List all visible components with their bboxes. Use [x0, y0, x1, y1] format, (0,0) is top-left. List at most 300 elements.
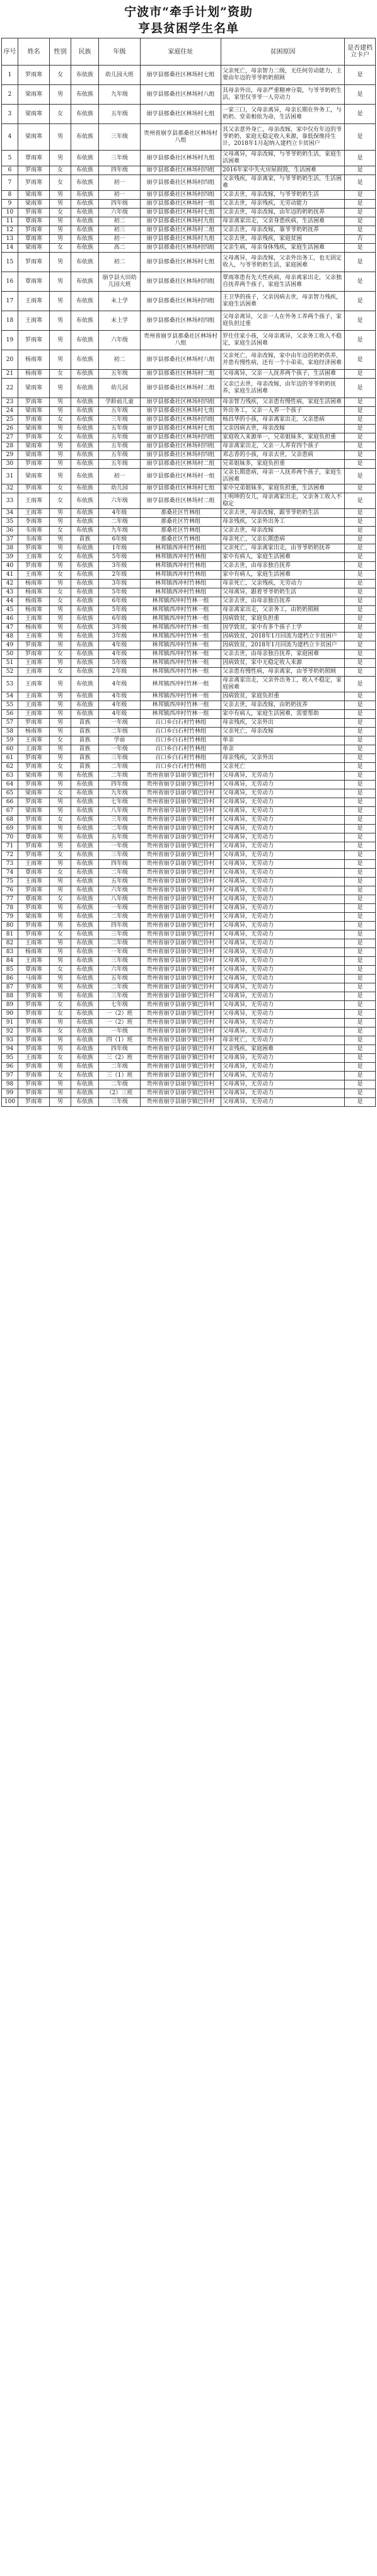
cell-name: 罗雨寒	[18, 1080, 50, 1089]
cell-grade: 4年级	[99, 509, 141, 518]
cell-gender: 男	[50, 701, 71, 710]
table-row	[2, 948, 376, 957]
cell-grade: 二年级	[99, 913, 141, 922]
table-row	[2, 641, 376, 650]
cell-gender: 女	[50, 209, 71, 217]
cell-name: 罗雨寒	[18, 650, 50, 659]
cell-gender: 男	[50, 833, 71, 842]
cell-grade: 九年级	[99, 527, 141, 535]
cell-reason: 父亲死亡，母亲智力二级，无任何劳动能力，主要由年迈的爷爷奶奶照顾	[221, 66, 345, 85]
cell-reason: 因病致贫，2018年1月回流为建档立卡贫困户	[221, 641, 345, 650]
cell-index: 42	[2, 580, 18, 588]
cell-name: 杨雨寒	[18, 606, 50, 615]
cell-reason: 母亲离家出走，父亲务工，由奶奶照顾	[221, 606, 345, 615]
cell-grade: 三年级	[99, 124, 141, 151]
cell-gender: 男	[50, 124, 71, 151]
cell-name: 罗雨寒	[18, 1098, 50, 1107]
table-row	[2, 789, 376, 798]
cell-gender: 女	[50, 493, 71, 509]
cell-reason: 父母离异，无劳动力	[221, 1028, 345, 1036]
cell-grade: 一（2）班	[99, 1019, 141, 1028]
cell-reason: 父母离异，母亲改嫁，与爷爷奶奶生活，家庭生活困难	[221, 151, 345, 166]
cell-name: 罗雨寒	[18, 1028, 50, 1036]
cell-grade: 四年级	[99, 1045, 141, 1054]
cell-index: 64	[2, 781, 18, 789]
cell-address: 百口乡白石村竹林组	[141, 745, 221, 754]
cell-reason: 父母离异，无劳动力	[221, 1098, 345, 1107]
cell-registered: 是	[345, 895, 376, 904]
cell-gender: 男	[50, 350, 71, 370]
cell-grade: 三年级	[99, 816, 141, 825]
cell-grade: 四年级	[99, 781, 141, 789]
cell-index: 6	[2, 166, 18, 175]
cell-address: 崩亨县那桑社区林场村九组	[141, 151, 221, 166]
cell-index: 84	[2, 957, 18, 966]
cell-ethnicity: 布依族	[71, 816, 99, 825]
table-row	[2, 571, 376, 580]
cell-grade: 三年级	[99, 957, 141, 966]
cell-registered: 是	[345, 1019, 376, 1028]
header-cell: 民族	[71, 38, 99, 66]
header-cell: 性别	[50, 38, 71, 66]
cell-gender: 女	[50, 370, 71, 379]
cell-registered: 是	[345, 166, 376, 175]
cell-index: 69	[2, 825, 18, 833]
cell-reason: 父母离异，无劳动力	[221, 957, 345, 966]
table-row	[2, 975, 376, 983]
cell-gender: 女	[50, 851, 71, 860]
cell-registered: 是	[345, 710, 376, 719]
cell-grade: 五年级	[99, 442, 141, 451]
cell-index: 98	[2, 1080, 18, 1089]
cell-name: 覃雨寒	[18, 869, 50, 878]
cell-ethnicity: 布依族	[71, 553, 99, 562]
cell-grade: 一年级	[99, 1028, 141, 1036]
cell-ethnicity: 布依族	[71, 433, 99, 442]
cell-name: 罗雨寒	[18, 562, 50, 571]
cell-registered: 是	[345, 825, 376, 833]
cell-ethnicity: 布依族	[71, 939, 99, 948]
table-row	[2, 833, 376, 842]
cell-address: 林邦镇西冲村竹林组	[141, 580, 221, 588]
cell-name: 罗雨寒	[18, 1036, 50, 1045]
cell-registered: 是	[345, 451, 376, 460]
cell-gender: 男	[50, 253, 71, 272]
cell-name: 马雨寒	[18, 975, 50, 983]
cell-ethnicity: 布依族	[71, 677, 99, 692]
cell-reason: 母亲残疾，父亲外出务工	[221, 518, 345, 527]
cell-grade: 八年级	[99, 895, 141, 904]
cell-grade: 5年级	[99, 553, 141, 562]
table-row	[2, 772, 376, 781]
cell-ethnicity: 布依族	[71, 930, 99, 939]
table-row	[2, 1036, 376, 1045]
cell-name: 王雨寒	[18, 1054, 50, 1063]
cell-index: 49	[2, 641, 18, 650]
cell-ethnicity: 布依族	[71, 398, 99, 407]
cell-index: 66	[2, 798, 18, 807]
cell-registered: 是	[345, 789, 376, 798]
cell-gender: 男	[50, 860, 71, 869]
table-row	[2, 606, 376, 615]
cell-gender: 男	[50, 878, 71, 886]
cell-name: 梁雨寒	[18, 451, 50, 460]
cell-index: 4	[2, 124, 18, 151]
cell-name: 梁雨寒	[18, 913, 50, 922]
cell-reason: 父母离异，无劳动力	[221, 807, 345, 816]
cell-name: 杨雨寒	[18, 580, 50, 588]
cell-gender: 男	[50, 641, 71, 650]
cell-gender: 男	[50, 1019, 71, 1028]
cell-ethnicity: 布依族	[71, 151, 99, 166]
cell-reason: 邓志香的小孩，母亲去世，父亲患病	[221, 451, 345, 460]
cell-name: 王雨寒	[18, 659, 50, 668]
cell-ethnicity: 苗族	[71, 728, 99, 736]
cell-index: 15	[2, 253, 18, 272]
cell-address: 崩亨县那桑社区林场村四组	[141, 433, 221, 442]
cell-grade: 4年级	[99, 692, 141, 701]
cell-grade: 1年级	[99, 544, 141, 553]
cell-gender: 男	[50, 772, 71, 781]
cell-ethnicity: 布依族	[71, 789, 99, 798]
cell-address: 贵州省崩亨县那桑社区林场村八组	[141, 124, 221, 151]
table-row	[2, 217, 376, 226]
cell-registered: 是	[345, 1028, 376, 1036]
cell-address: 林邦镇西冲村竹林组	[141, 588, 221, 597]
cell-registered: 是	[345, 615, 376, 624]
cell-ethnicity: 布依族	[71, 407, 99, 416]
cell-address: 崩亨县那桑社区林场村四组	[141, 272, 221, 292]
cell-address: 崩亨县那桑社区林场村七组	[141, 209, 221, 217]
cell-ethnicity: 布依族	[71, 851, 99, 860]
cell-address: 崩亨县那桑社区林场村四组	[141, 451, 221, 460]
cell-registered: 是	[345, 398, 376, 407]
cell-index: 91	[2, 1019, 18, 1028]
cell-ethnicity: 布依族	[71, 226, 99, 235]
cell-reason: 母亲死亡，父亲长期患病	[221, 535, 345, 544]
cell-name: 罗雨寒	[18, 904, 50, 913]
cell-registered: 是	[345, 930, 376, 939]
cell-address: 林邦镇西冲村竹林一组	[141, 659, 221, 668]
table-row	[2, 433, 376, 442]
cell-index: 37	[2, 535, 18, 544]
cell-registered: 是	[345, 509, 376, 518]
cell-gender: 男	[50, 886, 71, 895]
cell-registered: 是	[345, 1089, 376, 1098]
cell-ethnicity: 布依族	[71, 1054, 99, 1063]
cell-ethnicity: 布依族	[71, 85, 99, 105]
cell-address: 崩亨县那桑社区林场村二组	[141, 226, 221, 235]
table-row	[2, 1080, 376, 1089]
table-row	[2, 659, 376, 668]
cell-reason: 父亲去世，母亲改嫁，由奶奶抚养	[221, 701, 345, 710]
table-row	[2, 442, 376, 451]
cell-grade: 一年级	[99, 842, 141, 851]
cell-address: 百口乡白石村竹林组	[141, 719, 221, 728]
cell-address: 贵州省崩亨县崩亨镇巴铃村	[141, 1019, 221, 1028]
cell-gender: 男	[50, 624, 71, 633]
cell-ethnicity: 布依族	[71, 175, 99, 191]
cell-reason: 因病致贫，家中无稳定收入来源	[221, 659, 345, 668]
cell-index: 30	[2, 460, 18, 469]
cell-grade: 5年级	[99, 606, 141, 615]
cell-reason: 罗仕佳家小孩，父母亲离异，父亲务工收入不稳定，家庭生活困难	[221, 331, 345, 350]
cell-reason: 父母离异，无劳动力	[221, 789, 345, 798]
cell-address: 崩亨县那桑社区林场村七组	[141, 105, 221, 124]
cell-registered: 是	[345, 948, 376, 957]
table-row	[2, 895, 376, 904]
cell-index: 3	[2, 105, 18, 124]
cell-registered: 是	[345, 606, 376, 615]
cell-name: 王雨寒	[18, 745, 50, 754]
cell-grade: 3年级	[99, 580, 141, 588]
header-cell: 年级	[99, 38, 141, 66]
cell-name: 罗雨寒	[18, 1010, 50, 1019]
cell-registered: 是	[345, 553, 376, 562]
cell-gender: 男	[50, 992, 71, 1001]
cell-index: 22	[2, 379, 18, 398]
cell-grade: 幼儿园大班	[99, 66, 141, 85]
cell-address: 贵州省崩亨县崩亨镇巴铃村	[141, 1089, 221, 1098]
cell-index: 23	[2, 398, 18, 407]
cell-ethnicity: 布依族	[71, 668, 99, 677]
cell-ethnicity: 布依族	[71, 272, 99, 292]
cell-name: 杨雨寒	[18, 728, 50, 736]
cell-name: 罗雨寒	[18, 460, 50, 469]
cell-name: 罗雨寒	[18, 1019, 50, 1028]
cell-address: 崩亨县那桑社区林场村四组	[141, 398, 221, 407]
cell-index: 79	[2, 913, 18, 922]
cell-index: 88	[2, 992, 18, 1001]
cell-grade: 九年级	[99, 789, 141, 798]
cell-gender: 男	[50, 235, 71, 244]
cell-ethnicity: 苗族	[71, 719, 99, 728]
cell-registered: 是	[345, 544, 376, 553]
cell-name: 罗雨寒	[18, 781, 50, 789]
cell-index: 10	[2, 209, 18, 217]
cell-ethnicity: 布依族	[71, 659, 99, 668]
cell-ethnicity: 布依族	[71, 509, 99, 518]
cell-index: 81	[2, 930, 18, 939]
cell-address: 林邦镇西冲村竹林一组	[141, 606, 221, 615]
cell-index: 11	[2, 217, 18, 226]
cell-index: 73	[2, 860, 18, 869]
cell-reason: 父亲死亡，母亲改嫁	[221, 728, 345, 736]
cell-address: 贵州省崩亨县崩亨镇巴铃村	[141, 1098, 221, 1107]
cell-ethnicity: 布依族	[71, 860, 99, 869]
cell-name: 罗雨寒	[18, 825, 50, 833]
cell-reason: 母亲智力残疾，父亲患有慢性病，家庭生活困难	[221, 398, 345, 407]
cell-reason: 父母离异，无劳动力	[221, 913, 345, 922]
cell-ethnicity: 布依族	[71, 701, 99, 710]
cell-index: 76	[2, 886, 18, 895]
cell-address: 崩亨县那桑社区林场村二组	[141, 370, 221, 379]
cell-address: 贵州省崩亨县崩亨镇巴铃村	[141, 789, 221, 798]
cell-address: 崩亨县那桑社区林场村四组	[141, 166, 221, 175]
table-row	[2, 851, 376, 860]
cell-registered: 是	[345, 244, 376, 253]
cell-registered: 是	[345, 200, 376, 209]
cell-ethnicity: 布依族	[71, 217, 99, 226]
cell-address: 贵州省崩亨县崩亨镇巴铃村	[141, 816, 221, 825]
cell-grade: 初一	[99, 469, 141, 484]
cell-registered: 是	[345, 798, 376, 807]
table-row	[2, 913, 376, 922]
table-row	[2, 754, 376, 763]
cell-reason: 父亲生病，母亲身体残疾，家庭生活困难	[221, 244, 345, 253]
cell-gender: 女	[50, 869, 71, 878]
cell-name: 梁雨寒	[18, 407, 50, 416]
cell-gender: 男	[50, 957, 71, 966]
cell-reason: 父母离异，无劳动力	[221, 886, 345, 895]
cell-name: 梁雨寒	[18, 789, 50, 798]
cell-gender: 男	[50, 518, 71, 527]
cell-grade: 五年级	[99, 433, 141, 442]
cell-reason: 父母离异，无劳动力	[221, 825, 345, 833]
cell-address: 贵州省崩亨县崩亨镇巴铃村	[141, 992, 221, 1001]
cell-address: 贵州省崩亨县崩亨镇巴铃村	[141, 825, 221, 833]
cell-ethnicity: 布依族	[71, 1072, 99, 1080]
cell-registered: 是	[345, 701, 376, 710]
cell-gender: 男	[50, 425, 71, 433]
cell-reason: 因病致贫，家庭负担重	[221, 615, 345, 624]
table-row	[2, 151, 376, 166]
cell-address: 贵州省崩亨县崩亨镇巴铃村	[141, 922, 221, 930]
cell-address: 崩亨县那桑社区林场村九组	[141, 235, 221, 244]
table-row	[2, 807, 376, 816]
cell-gender: 女	[50, 966, 71, 975]
cell-address: 贵州省崩亨县崩亨镇巴铃村	[141, 966, 221, 975]
cell-index: 77	[2, 895, 18, 904]
cell-ethnicity: 布依族	[71, 633, 99, 641]
cell-gender: 男	[50, 544, 71, 553]
cell-name: 梁雨寒	[18, 85, 50, 105]
cell-reason: 父母离异，无劳动力	[221, 878, 345, 886]
cell-registered: 是	[345, 659, 376, 668]
cell-gender: 女	[50, 789, 71, 798]
cell-address: 崩亨县那桑社区林场村七组	[141, 407, 221, 416]
cell-registered: 是	[345, 1001, 376, 1010]
cell-address: 崩亨县那桑社区林场村八组	[141, 350, 221, 370]
cell-gender: 男	[50, 606, 71, 615]
cell-ethnicity: 布依族	[71, 244, 99, 253]
cell-ethnicity: 布依族	[71, 544, 99, 553]
cell-index: 20	[2, 350, 18, 370]
cell-gender: 男	[50, 331, 71, 350]
cell-ethnicity: 布依族	[71, 948, 99, 957]
cell-ethnicity: 布依族	[71, 1098, 99, 1107]
cell-registered: 是	[345, 433, 376, 442]
cell-ethnicity: 布依族	[71, 772, 99, 781]
cell-ethnicity: 布依族	[71, 710, 99, 719]
cell-ethnicity: 布依族	[71, 105, 99, 124]
cell-registered: 是	[345, 939, 376, 948]
cell-index: 95	[2, 1054, 18, 1063]
cell-ethnicity: 布依族	[71, 379, 99, 398]
cell-gender: 女	[50, 527, 71, 535]
cell-registered: 是	[345, 484, 376, 493]
cell-reason: 王明坤的女儿，母亲离家出走，父亲务工收入不稳定	[221, 493, 345, 509]
cell-name: 罗雨寒	[18, 851, 50, 860]
cell-gender: 男	[50, 754, 71, 763]
cell-grade: 四（1）班	[99, 1036, 141, 1045]
table-row	[2, 105, 376, 124]
cell-reason: 父母离异，跟着爷爷奶奶生活	[221, 588, 345, 597]
cell-index: 17	[2, 292, 18, 311]
cell-address: 崩亨县那桑社区林场村四组	[141, 191, 221, 200]
cell-ethnicity: 苗族	[71, 763, 99, 772]
cell-registered: 是	[345, 1098, 376, 1107]
cell-gender: 男	[50, 948, 71, 957]
cell-address: 崩亨县那桑社区林场村八组	[141, 85, 221, 105]
cell-index: 43	[2, 588, 18, 597]
cell-gender: 男	[50, 407, 71, 416]
cell-name: 罗雨寒	[18, 416, 50, 425]
cell-index: 55	[2, 701, 18, 710]
cell-registered: 是	[345, 869, 376, 878]
cell-registered: 是	[345, 851, 376, 860]
cell-grade: 5年级	[99, 659, 141, 668]
cell-index: 12	[2, 226, 18, 235]
cell-name: 罗雨寒	[18, 842, 50, 851]
cell-name: 王雨寒	[18, 668, 50, 677]
cell-gender: 男	[50, 226, 71, 235]
cell-registered: 是	[345, 217, 376, 226]
cell-address: 贵州省崩亨县崩亨镇巴铃村	[141, 886, 221, 895]
cell-address: 林邦镇西冲村竹林组	[141, 571, 221, 580]
table-row	[2, 66, 376, 85]
cell-address: 贵州省崩亨县崩亨镇巴铃村	[141, 1001, 221, 1010]
cell-gender: 女	[50, 895, 71, 904]
cell-name: 王雨寒	[18, 736, 50, 745]
cell-address: 崩亨县那桑社区林场村七组	[141, 253, 221, 272]
table-row	[2, 886, 376, 895]
cell-registered: 是	[345, 992, 376, 1001]
cell-registered: 是	[345, 191, 376, 200]
cell-ethnicity: 布依族	[71, 878, 99, 886]
cell-index: 28	[2, 442, 18, 451]
cell-name: 王雨寒	[18, 633, 50, 641]
cell-reason: 父母离异，父亲一人抚养两个孩子，生活困难	[221, 370, 345, 379]
cell-gender: 女	[50, 433, 71, 442]
cell-reason: 父亲去世，母亲改嫁，跟爷爷奶奶生活	[221, 509, 345, 518]
cell-reason: 父亲去世，母亲改嫁	[221, 527, 345, 535]
cell-registered: 是	[345, 719, 376, 728]
cell-name: 罗雨寒	[18, 641, 50, 650]
cell-registered: 是	[345, 105, 376, 124]
cell-reason: 父母离异，无劳动力	[221, 1019, 345, 1028]
table-row	[2, 562, 376, 571]
cell-gender: 男	[50, 311, 71, 331]
cell-registered: 是	[345, 493, 376, 509]
table-row	[2, 200, 376, 209]
cell-registered: 是	[345, 692, 376, 701]
table-row	[2, 379, 376, 398]
cell-name: 覃雨寒	[18, 895, 50, 904]
cell-name: 王雨寒	[18, 692, 50, 701]
cell-reason: 父母离异，无劳动力	[221, 975, 345, 983]
cell-registered: 是	[345, 650, 376, 659]
cell-reason: 父亲因病去世，母亲改嫁	[221, 425, 345, 433]
cell-gender: 男	[50, 272, 71, 292]
cell-ethnicity: 布依族	[71, 588, 99, 597]
table-row	[2, 370, 376, 379]
table-row	[2, 509, 376, 518]
cell-index: 7	[2, 175, 18, 191]
cell-ethnicity: 布依族	[71, 493, 99, 509]
cell-gender: 男	[50, 469, 71, 484]
cell-ethnicity: 苗族	[71, 754, 99, 763]
